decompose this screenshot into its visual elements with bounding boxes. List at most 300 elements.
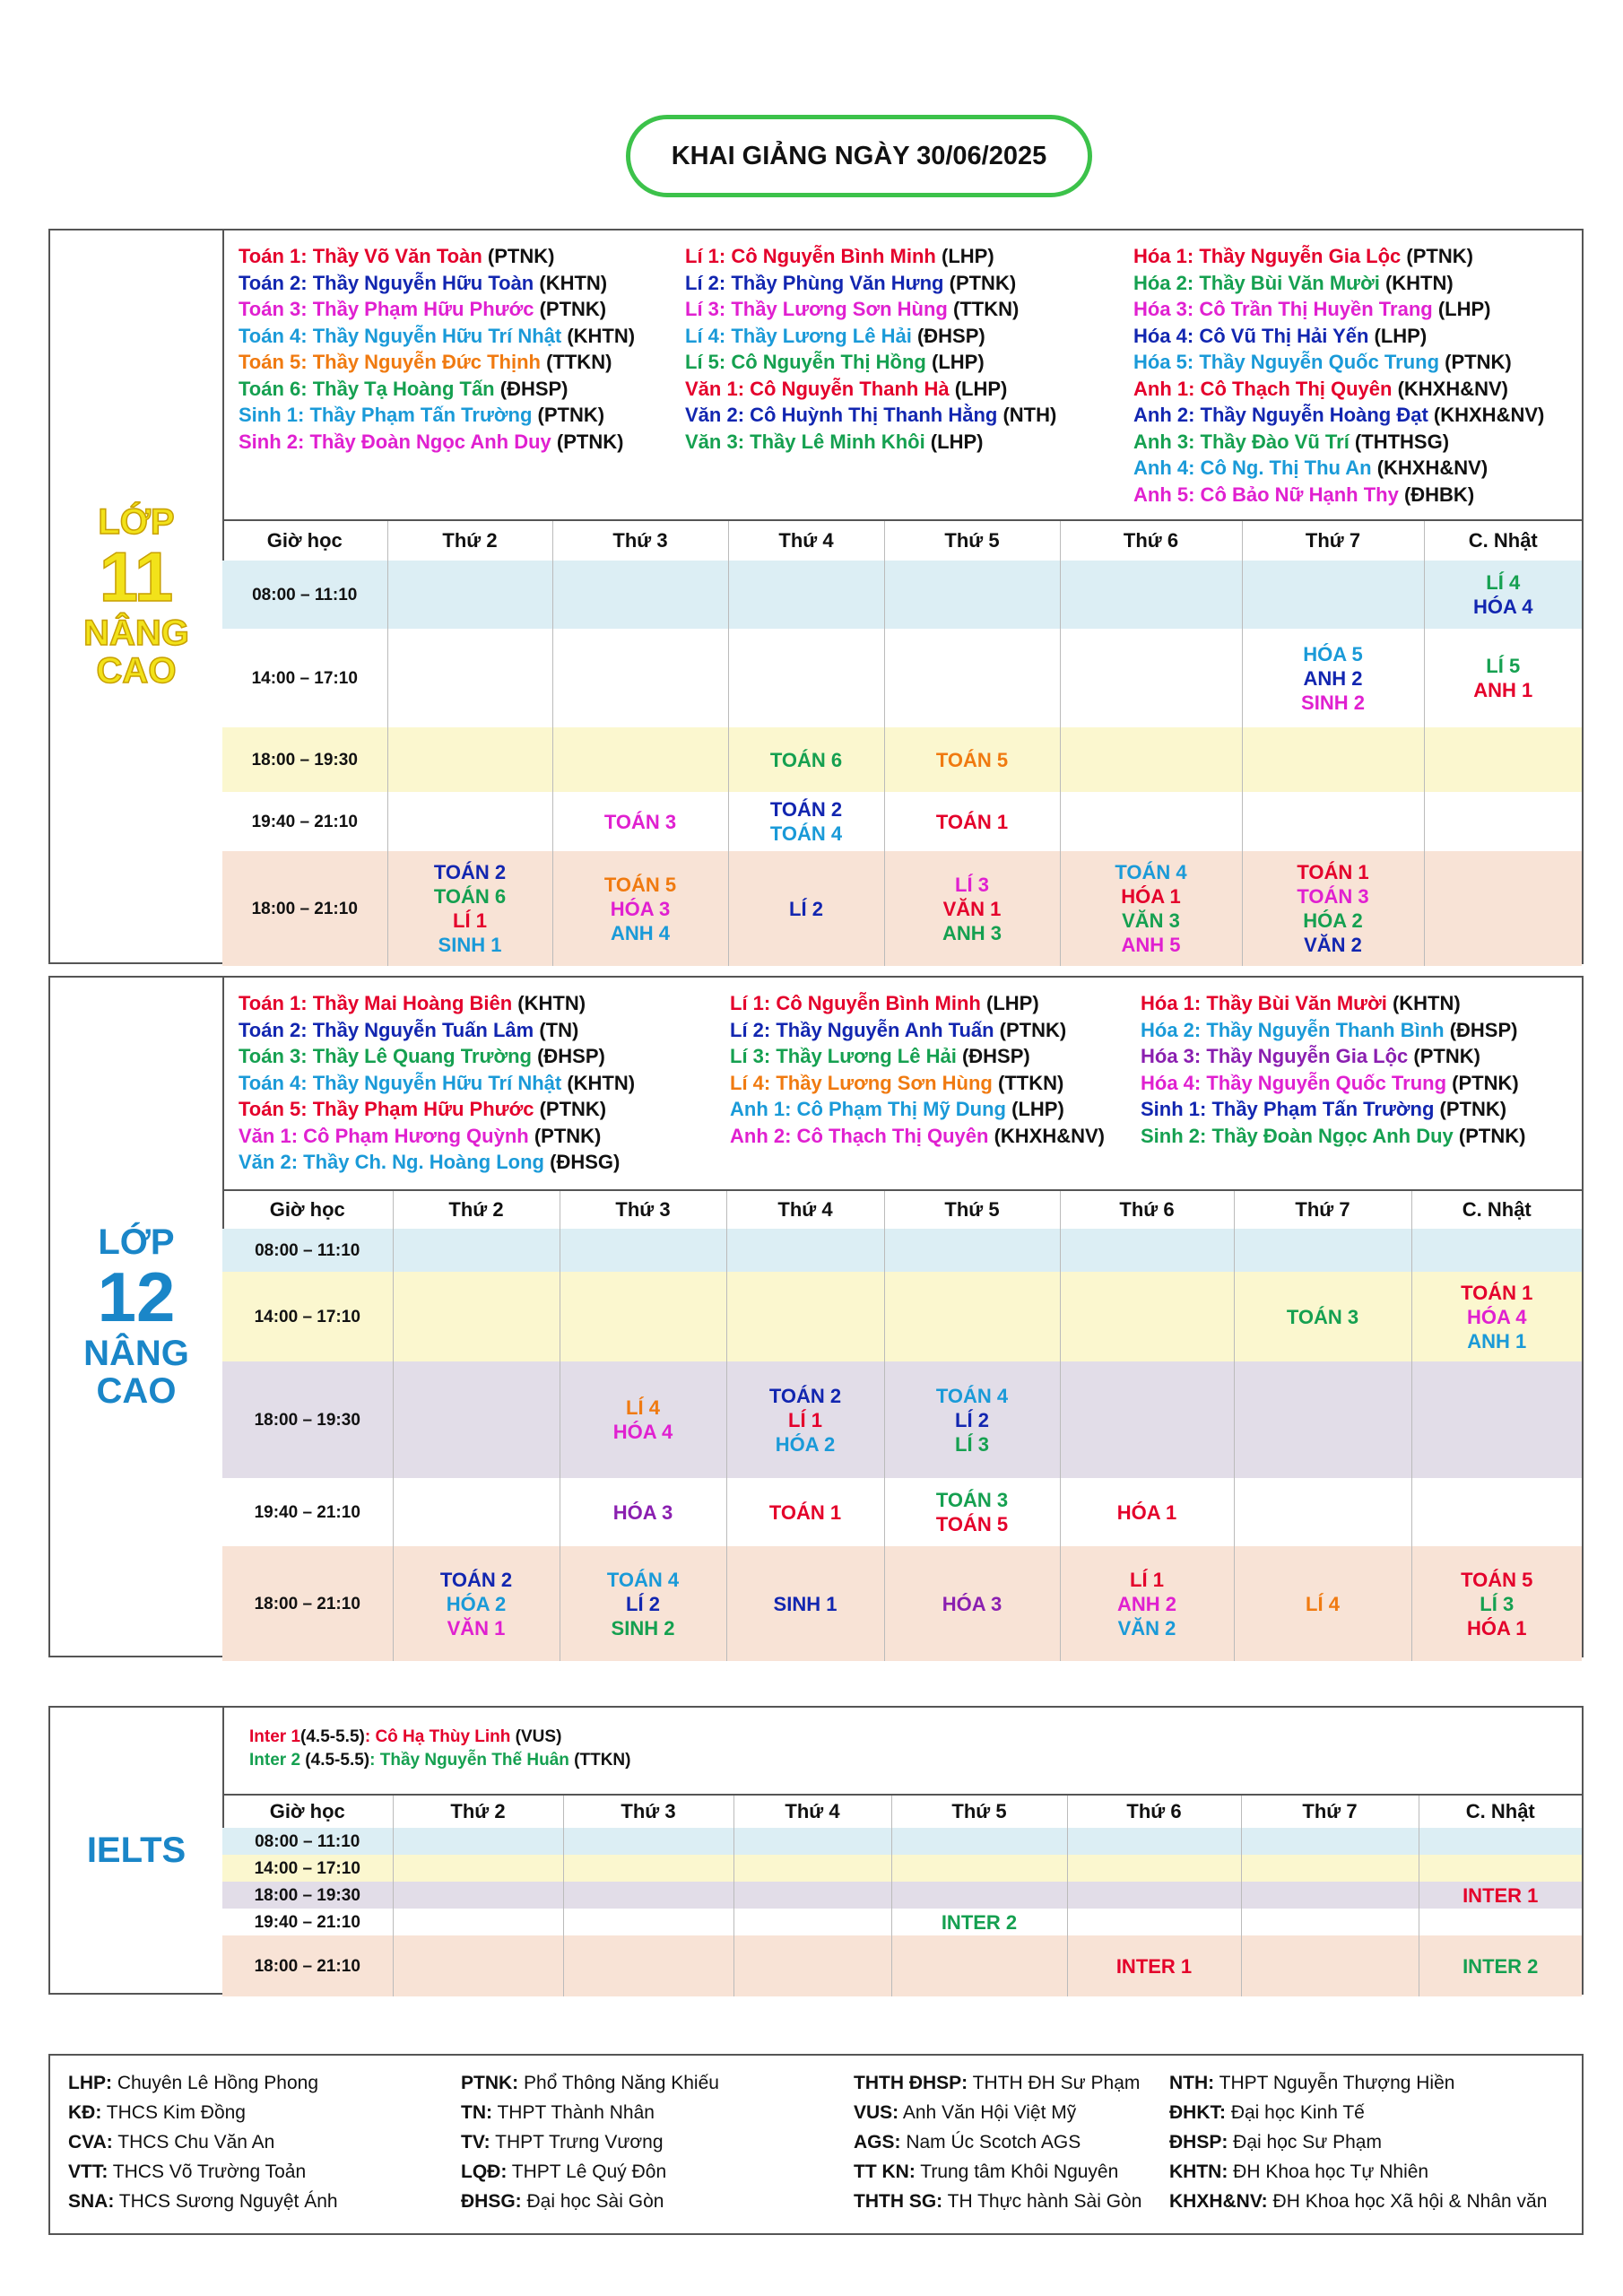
schedule-cell [1242, 727, 1424, 792]
schedule-cell [726, 1229, 884, 1272]
schedule-cell [393, 1909, 563, 1935]
teacher-school: (LHP) [1006, 1098, 1064, 1120]
ielts-block [48, 1706, 1584, 1995]
legend-col [68, 2068, 338, 2216]
class-session: TOÁN 1 [768, 1500, 842, 1524]
schedule-cell [1234, 1229, 1411, 1272]
class-session: TOÁN 4 [769, 822, 843, 845]
teacher-school: (KHXH&NV) [1392, 377, 1509, 400]
class-session: SINH 1 [773, 1592, 838, 1615]
legend-abbr: ĐHKT: [1169, 2102, 1226, 2123]
class-session: ANH 3 [942, 921, 1002, 944]
schedule-cell [1060, 1546, 1234, 1661]
teacher-entry [730, 990, 1105, 1017]
day-header: Thứ 6 [1060, 521, 1242, 561]
legend-meaning: THPT Trưng Vương [490, 2132, 664, 2152]
teacher-name: Hóa 2: Thầy Nguyễn Thanh Bình [1141, 1018, 1445, 1041]
class-session: TOÁN 3 [1286, 1305, 1359, 1328]
schedule-cell [560, 1478, 726, 1546]
teacher-name: Anh 5: Cô Bảo Nữ Hạnh Thy [1133, 483, 1399, 506]
teacher-name: Lí 2: Thầy Nguyễn Anh Tuấn [730, 1018, 994, 1041]
class-session: INTER 2 [941, 1910, 1018, 1934]
school-abbreviation-legend [48, 2054, 1584, 2235]
legend-entry [68, 2127, 338, 2157]
schedule-cell [1411, 1478, 1582, 1546]
schedule-cell [1060, 851, 1242, 966]
class-session: ANH 4 [610, 921, 670, 944]
class-session: TOÁN 3 [603, 810, 677, 833]
schedule-cell [560, 1272, 726, 1361]
legend-meaning: THCS Võ Trường Toản [108, 2161, 307, 2182]
teacher-name: Toán 1: Thầy Mai Hoàng Biên [239, 992, 513, 1014]
schedule-cell [884, 851, 1060, 966]
schedule-cell [1060, 727, 1242, 792]
teacher-name: Toán 2: Thầy Nguyễn Hữu Toàn [239, 271, 534, 294]
legend-meaning: ĐH Khoa học Xã hội & Nhân văn [1267, 2191, 1548, 2212]
teacher-school: (PTNK) [482, 245, 555, 267]
time-slot: 18:00 – 19:30 [254, 1410, 360, 1430]
schedule-cell [884, 561, 1060, 629]
teacher-name: Hóa 2: Thầy Bùi Văn Mười [1133, 271, 1380, 294]
side-line: IELTS [86, 1831, 187, 1870]
legend-abbr: THTH SG: [854, 2191, 943, 2212]
class-11-schedule [222, 521, 1582, 966]
time-slot: 18:00 – 19:30 [254, 1885, 360, 1905]
schedule-cell [884, 629, 1060, 727]
schedule-cell [733, 1828, 891, 1855]
schedule-row [222, 1828, 1582, 1855]
schedule-cell [1419, 1855, 1582, 1882]
schedule-cell [1067, 1882, 1241, 1909]
legend-abbr: AGS: [854, 2132, 901, 2152]
teacher-school: (LHP) [980, 992, 1039, 1014]
schedule-cell [552, 561, 728, 629]
teacher-name: Văn 1: Cô Phạm Hương Quỳnh [239, 1124, 529, 1147]
teacher-name: Lí 4: Thầy Lương Sơn Hùng [730, 1071, 993, 1094]
schedule-cell [387, 561, 552, 629]
teacher-school: (KHXH&NV) [1428, 404, 1545, 426]
teacher-name: Hóa 3: Cô Trần Thị Huyền Trang [1133, 298, 1433, 320]
legend-meaning: Anh Văn Hội Việt Mỹ [898, 2102, 1077, 2123]
schedule-cell [728, 792, 884, 851]
legend-entry [68, 2157, 338, 2187]
teacher-school: (LHP) [925, 351, 985, 373]
teacher-name: Lí 1: Cô Nguyễn Bình Minh [730, 992, 981, 1014]
teacher-entry [1133, 482, 1544, 509]
class-session: TOÁN 5 [1461, 1568, 1533, 1591]
teacher-school: (KHTN) [534, 271, 608, 294]
teacher-school: (ĐHSP) [956, 1045, 1030, 1067]
legend-entry [68, 2068, 338, 2098]
legend-abbr: LQĐ: [461, 2161, 508, 2182]
teacher-name: Hóa 4: Cô Vũ Thị Hải Yến [1133, 324, 1369, 347]
schedule-cell [387, 727, 552, 792]
legend-meaning: Phổ Thông Năng Khiếu [518, 2073, 719, 2093]
class-session: HÓA 3 [610, 897, 671, 920]
teacher-name: Văn 3: Thầy Lê Minh Khôi [685, 430, 925, 453]
schedule-cell [552, 792, 728, 851]
schedule-cell [393, 1478, 560, 1546]
schedule-cell [891, 1882, 1067, 1909]
legend-meaning: THCS Kim Đồng [101, 2102, 246, 2123]
schedule-cell [1242, 851, 1424, 966]
class-session: LÍ 3 [955, 1432, 989, 1456]
class-session: ANH 1 [1467, 1329, 1527, 1352]
teacher-entry [1141, 1043, 1525, 1070]
schedule-cell [393, 1855, 563, 1882]
teacher-school: (KHTN) [1386, 992, 1461, 1014]
schedule-cell [733, 1855, 891, 1882]
class-session: HÓA 1 [1116, 1500, 1177, 1524]
time-slot: 08:00 – 11:10 [252, 585, 358, 604]
class-session: HÓA 2 [1303, 909, 1363, 932]
teacher-school: (ĐHSP) [911, 324, 985, 347]
legend-abbr: ĐHSG: [461, 2191, 522, 2212]
teacher-name: Lí 4: Thầy Lương Lê Hải [685, 324, 912, 347]
schedule-cell [1060, 1361, 1234, 1478]
legend-abbr: VUS: [854, 2102, 899, 2123]
teacher-entry [239, 990, 635, 1017]
ielts-class-name: Inter 2 [249, 1751, 301, 1770]
class-session: TOÁN 3 [935, 1489, 1009, 1511]
legend-entry [854, 2187, 1141, 2216]
class-session: TOÁN 2 [439, 1568, 513, 1591]
legend-meaning: THPT Nguyễn Thượng Hiền [1214, 2073, 1455, 2093]
teacher-col [730, 990, 1105, 1149]
schedule-row [222, 1229, 1582, 1272]
class-session: LÍ 1 [453, 909, 487, 932]
legend-abbr: VTT: [68, 2161, 108, 2182]
schedule-cell [1060, 1229, 1234, 1272]
day-header: Thứ 5 [891, 1796, 1067, 1828]
time-slot: 18:00 – 21:10 [254, 1956, 360, 1976]
teacher-name: Sinh 1: Thầy Phạm Tấn Trường [239, 404, 533, 426]
teacher-entry [1133, 243, 1544, 270]
legend-meaning: THTH ĐH Sư Phạm [968, 2073, 1141, 2093]
side-line: LỚP [98, 502, 175, 543]
class-session: TOÁN 3 [1297, 885, 1369, 908]
day-header: Thứ 3 [552, 521, 728, 561]
class-11-label [50, 230, 224, 962]
class-session: TOÁN 5 [935, 1513, 1009, 1535]
side-line: NÂNG [83, 1333, 189, 1373]
teacher-entry [1133, 402, 1544, 429]
teacher-name: Anh 3: Thầy Đào Vũ Trí [1133, 430, 1350, 453]
legend-meaning: THPT Thành Nhân [492, 2102, 655, 2123]
teacher-entry [239, 349, 635, 376]
ielts-level: (4.5-5.5) [300, 1751, 370, 1770]
schedule-row [222, 727, 1582, 792]
legend-entry [1169, 2127, 1547, 2157]
teacher-name: Anh 1: Cô Phạm Thị Mỹ Dung [730, 1098, 1006, 1120]
class-session: HÓA 3 [942, 1592, 1002, 1615]
schedule-cell [1234, 1478, 1411, 1546]
schedule-cell [1060, 1272, 1234, 1361]
schedule-cell [1411, 1361, 1582, 1478]
schedule-cell [1424, 561, 1582, 629]
schedule-cell [1242, 561, 1424, 629]
schedule-cell [733, 1935, 891, 1996]
time-slot: 08:00 – 11:10 [255, 1831, 360, 1851]
class-session: SINH 2 [1301, 691, 1365, 714]
teacher-name: Lí 2: Thầy Phùng Văn Hưng [685, 271, 944, 294]
schedule-cell [1424, 727, 1582, 792]
teacher-school: (PTNK) [534, 298, 607, 320]
schedule-cell [387, 629, 552, 727]
class-session: TOÁN 1 [1297, 861, 1369, 883]
schedule-row [222, 1935, 1582, 1996]
class-session: TOÁN 6 [769, 748, 843, 771]
teacher-school: (LHP) [924, 430, 984, 453]
teacher-col [685, 243, 1056, 455]
legend-abbr: SNA: [68, 2191, 115, 2212]
teacher-name: Lí 5: Cô Nguyễn Thị Hồng [685, 351, 926, 373]
legend-meaning: Chuyên Lê Hồng Phong [112, 2073, 319, 2093]
class-session: TOÁN 6 [433, 885, 507, 908]
day-header: Thứ 5 [884, 1191, 1060, 1229]
time-header: Giờ học [266, 529, 343, 552]
schedule-cell [733, 1882, 891, 1909]
teacher-entry [685, 349, 1056, 376]
teacher-entry [730, 1096, 1105, 1123]
schedule-row [222, 1546, 1582, 1661]
day-header: Thứ 7 [1242, 521, 1424, 561]
day-header: Thứ 4 [728, 521, 884, 561]
day-header: Thứ 7 [1234, 1191, 1411, 1229]
legend-entry [461, 2187, 719, 2216]
legend-entry [1169, 2187, 1547, 2216]
teacher-school: (TTKN) [540, 351, 612, 373]
teacher-school: (PTNK) [532, 404, 605, 426]
teacher-entry [685, 323, 1056, 350]
schedule-cell [891, 1935, 1067, 1996]
teacher-school: (LHP) [949, 377, 1008, 400]
time-slot: 19:40 – 21:10 [254, 1912, 360, 1932]
teacher-school: (ĐHSG) [544, 1151, 621, 1173]
schedule-row [222, 1361, 1582, 1478]
schedule-cell [1424, 851, 1582, 966]
ielts-teacher-entry [249, 1726, 630, 1749]
teacher-school: (PTNK) [994, 1018, 1067, 1041]
schedule-cell [884, 792, 1060, 851]
schedule-cell [1234, 1272, 1411, 1361]
schedule-cell [726, 1361, 884, 1478]
class-session: TOÁN 1 [935, 810, 1009, 833]
schedule-cell [1411, 1272, 1582, 1361]
teacher-entry [239, 429, 635, 456]
schedule-cell [726, 1546, 884, 1661]
schedule-cell [552, 851, 728, 966]
class-session: HÓA 2 [775, 1432, 836, 1456]
class-session: TOÁN 2 [433, 861, 507, 883]
ielts-schedule [222, 1796, 1582, 1996]
header-row [222, 1796, 1582, 1828]
class-session: TOÁN 2 [768, 1384, 842, 1407]
schedule-cell [393, 1272, 560, 1361]
legend-abbr: KĐ: [68, 2102, 102, 2123]
schedule-cell [1242, 629, 1424, 727]
class-session: LÍ 1 [788, 1408, 822, 1431]
time-slot: 14:00 – 17:10 [254, 1858, 360, 1878]
legend-meaning: Đại học Kinh Tế [1226, 2102, 1365, 2123]
class-session: TOÁN 4 [935, 1384, 1009, 1407]
teacher-name: Toán 3: Thầy Phạm Hữu Phước [239, 298, 534, 320]
legend-meaning: Trung tâm Khôi Nguyên [915, 2161, 1119, 2182]
class-session: TOÁN 4 [606, 1568, 680, 1591]
teacher-entry [1133, 296, 1544, 323]
schedule-cell [1060, 792, 1242, 851]
day-header: Thứ 5 [884, 521, 1060, 561]
teacher-entry [239, 1043, 635, 1070]
schedule-cell [387, 851, 552, 966]
ielts-level: (4.5-5.5) [300, 1727, 365, 1746]
class-session: TOÁN 2 [769, 798, 843, 821]
teacher-col [1133, 243, 1544, 508]
teacher-entry [239, 1070, 635, 1097]
teacher-school: (ĐHSP) [494, 377, 568, 400]
schedule-cell [1242, 792, 1424, 851]
teacher-school: (ĐHSP) [1444, 1018, 1518, 1041]
schedule-cell [1067, 1935, 1241, 1996]
schedule-cell [1241, 1882, 1419, 1909]
schedule-row [222, 1478, 1582, 1546]
opening-date-title: KHAI GIẢNG NGÀY 30/06/2025 [626, 115, 1092, 197]
schedule-cell [393, 1546, 560, 1661]
teacher-school: (TN) [534, 1018, 579, 1041]
teacher-name: Toán 4: Thầy Nguyễn Hữu Trí Nhật [239, 1071, 562, 1094]
schedule-cell [1234, 1546, 1411, 1661]
teacher-entry [1141, 1123, 1525, 1150]
teacher-entry [239, 1017, 635, 1044]
header-row [222, 1191, 1582, 1229]
day-header: Thứ 7 [1241, 1796, 1419, 1828]
legend-abbr: THTH ĐHSP: [854, 2073, 968, 2093]
legend-meaning: ĐH Khoa học Tự Nhiên [1228, 2161, 1429, 2182]
teacher-school: (ĐHBK) [1398, 483, 1475, 506]
schedule-cell [552, 727, 728, 792]
teacher-name: Toán 2: Thầy Nguyễn Tuấn Lâm [239, 1018, 534, 1041]
schedule-cell [891, 1828, 1067, 1855]
teacher-col [239, 990, 635, 1176]
teacher-entry [685, 296, 1056, 323]
schedule-cell [560, 1229, 726, 1272]
schedule-cell [1060, 629, 1242, 727]
legend-entry [461, 2098, 719, 2127]
legend-abbr: ĐHSP: [1169, 2132, 1228, 2152]
schedule-row [222, 561, 1582, 629]
side-line: LỚP [98, 1222, 175, 1263]
legend-entry [461, 2157, 719, 2187]
class-11-teachers [222, 230, 1582, 521]
class-12-block [48, 976, 1584, 1657]
teacher-name: Toán 5: Thầy Phạm Hữu Phước [239, 1098, 534, 1120]
schedule-cell [563, 1909, 733, 1935]
teacher-entry [685, 429, 1056, 456]
day-header: C. Nhật [1424, 521, 1582, 561]
legend-entry [1169, 2098, 1547, 2127]
class-session: VĂN 1 [447, 1616, 506, 1639]
class-session: HÓA 5 [1303, 642, 1363, 665]
class-session: HÓA 1 [1467, 1616, 1527, 1639]
schedule-cell [884, 1478, 1060, 1546]
schedule-cell [728, 727, 884, 792]
teacher-entry [239, 243, 635, 270]
schedule-cell [728, 629, 884, 727]
schedule-cell [884, 1272, 1060, 1361]
class-session: LÍ 1 [1130, 1568, 1164, 1591]
ielts-teacher-entry [249, 1749, 630, 1772]
teacher-school: (PTNK) [1446, 1071, 1519, 1094]
teacher-entry [239, 1149, 635, 1176]
schedule-cell [1067, 1855, 1241, 1882]
schedule-cell [1067, 1909, 1241, 1935]
teacher-school: (PTNK) [1453, 1124, 1526, 1147]
teacher-col [1141, 990, 1525, 1149]
legend-abbr: TT KN: [854, 2161, 916, 2182]
legend-abbr: NTH: [1169, 2073, 1215, 2093]
class-session: HÓA 4 [612, 1421, 673, 1443]
legend-meaning: THCS Sương Nguyệt Ánh [114, 2191, 338, 2212]
schedule-cell [393, 1828, 563, 1855]
time-slot: 14:00 – 17:10 [251, 668, 358, 688]
teacher-school: (PTNK) [528, 1124, 602, 1147]
legend-col [854, 2068, 1141, 2216]
schedule-cell [387, 792, 552, 851]
teacher-school: (TTKN) [992, 1071, 1064, 1094]
schedule-cell [891, 1909, 1067, 1935]
day-header: Thứ 6 [1067, 1796, 1241, 1828]
schedule-cell [563, 1855, 733, 1882]
class-session: HÓA 3 [612, 1500, 673, 1524]
teacher-name: Văn 2: Cô Huỳnh Thị Thanh Hằng [685, 404, 998, 426]
schedule-cell [563, 1935, 733, 1996]
legend-col [461, 2068, 719, 2216]
legend-entry [68, 2098, 338, 2127]
legend-abbr: KHXH&NV: [1169, 2191, 1268, 2212]
side-line: CAO [96, 650, 177, 691]
teacher-entry [1133, 376, 1544, 403]
teacher-school: (THTHSG) [1349, 430, 1450, 453]
day-header: Thứ 4 [733, 1796, 891, 1828]
legend-entry [854, 2127, 1141, 2157]
time-slot: 18:00 – 19:30 [251, 750, 358, 770]
teacher-col [249, 1726, 630, 1772]
legend-entry [854, 2098, 1141, 2127]
class-session: LÍ 4 [1486, 571, 1521, 594]
teacher-entry [685, 402, 1056, 429]
schedule-cell [726, 1272, 884, 1361]
schedule-cell [1241, 1828, 1419, 1855]
teacher-entry [1141, 1017, 1525, 1044]
class-session: HÓA 4 [1473, 596, 1533, 618]
day-header: Thứ 2 [387, 521, 552, 561]
teacher-entry [685, 270, 1056, 297]
schedule-cell [393, 1229, 560, 1272]
schedule-cell [563, 1828, 733, 1855]
schedule-row [222, 792, 1582, 851]
teacher-school: (KHTN) [561, 1071, 636, 1094]
teacher-school: (PTNK) [1434, 1098, 1507, 1120]
legend-col [1169, 2068, 1547, 2216]
schedule-cell [1241, 1935, 1419, 1996]
teacher-entry [239, 402, 635, 429]
teacher-name: Sinh 1: Thầy Phạm Tấn Trường [1141, 1098, 1435, 1120]
teacher-school: (PTNK) [1401, 245, 1473, 267]
schedule-cell [1067, 1828, 1241, 1855]
teacher-name: Anh 2: Cô Thạch Thị Quyên [730, 1124, 989, 1147]
legend-entry [854, 2068, 1141, 2098]
day-header: Thứ 3 [560, 1191, 726, 1229]
